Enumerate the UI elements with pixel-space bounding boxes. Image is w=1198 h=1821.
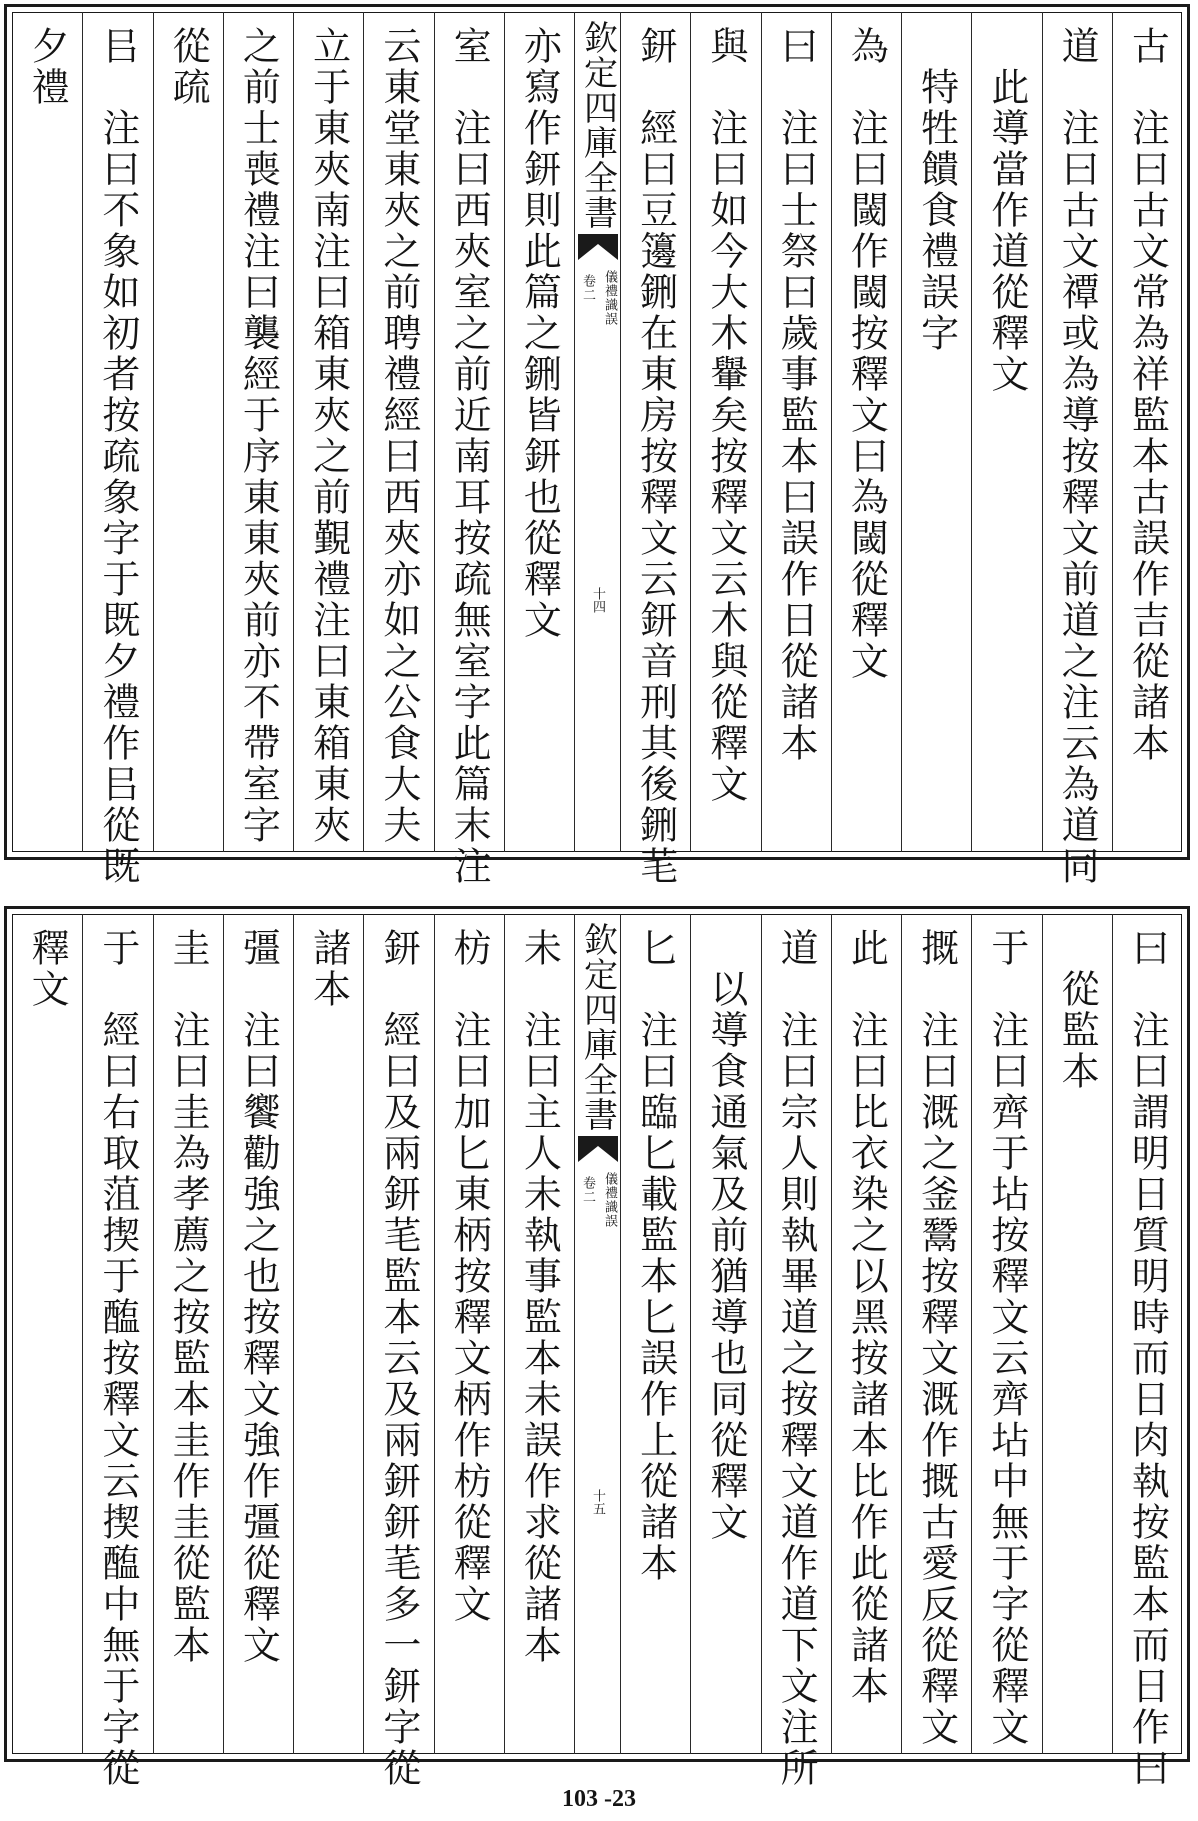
center-fold-strip bbox=[574, 914, 620, 1754]
column-text: 室 注曰西夾室之前近南耳按疏無室字此篇末注 bbox=[447, 26, 492, 887]
column-text: 諸本 bbox=[306, 928, 351, 1010]
text-column bbox=[761, 12, 831, 852]
column-text: 立于東夾南注曰箱東夾之前覲禮注曰東箱東夾 bbox=[306, 26, 351, 846]
column-text: 此 注曰比衣染之以黑按諸本比作此從諸本 bbox=[844, 928, 889, 1707]
text-column bbox=[620, 914, 690, 1754]
page-number: 103 -23 bbox=[562, 1786, 636, 1812]
column-text: 云東堂東夾之前聘禮經曰西夾亦如之公食大夫 bbox=[376, 26, 421, 846]
text-column bbox=[12, 12, 82, 852]
text-column bbox=[293, 914, 363, 1754]
text-column bbox=[971, 914, 1041, 1754]
column-text: 與 注曰如今大木轝矣按釋文云木與從釋文 bbox=[703, 26, 748, 805]
strip-volume: 卷二 bbox=[580, 274, 595, 302]
text-column bbox=[901, 914, 971, 1754]
text-column bbox=[1112, 914, 1182, 1789]
fishtail-mark-icon bbox=[578, 1136, 618, 1162]
upper-page bbox=[4, 4, 1190, 887]
column-text: 從監本 bbox=[1055, 928, 1100, 1092]
column-text: 為 注曰閾作閾按釋文曰為閾從釋文 bbox=[844, 26, 889, 682]
text-column bbox=[1042, 914, 1112, 1754]
text-column bbox=[971, 12, 1041, 852]
column-text: 于 注曰齊于坫按釋文云齊坫中無于字從釋文 bbox=[984, 928, 1029, 1748]
text-column bbox=[223, 914, 293, 1754]
column-text: 特牲饋食禮誤字 bbox=[914, 26, 959, 354]
strip-folio-number: 十五 bbox=[590, 1489, 605, 1515]
column-text: 彊 注曰饗勸強之也按釋文強作彊從釋文 bbox=[236, 928, 281, 1666]
column-text: 夕禮 bbox=[25, 26, 70, 108]
text-column bbox=[504, 12, 574, 852]
text-column bbox=[434, 914, 504, 1754]
text-column bbox=[1042, 12, 1112, 887]
column-text: 道 注曰宗人則執畢道之按釋文道作道下文注所 bbox=[774, 928, 819, 1789]
column-text: 之前士喪禮注曰襲經于序東東夾前亦不帶室字 bbox=[236, 26, 281, 846]
text-column bbox=[434, 12, 504, 887]
text-column bbox=[831, 914, 901, 1754]
column-text: 㠯 注曰不象如初者按疏象字于既夕禮作㠯從既 bbox=[95, 26, 140, 887]
text-column bbox=[690, 914, 760, 1754]
text-column bbox=[363, 12, 433, 852]
text-column bbox=[223, 12, 293, 852]
column-text: 鈃 經曰豆籩鉶在東房按釋文云鈃音刑其後鉶芼 bbox=[633, 26, 678, 887]
strip-folio-number: 十四 bbox=[590, 587, 605, 613]
center-fold-strip bbox=[574, 12, 620, 852]
text-column bbox=[504, 914, 574, 1754]
text-column bbox=[690, 12, 760, 852]
text-column bbox=[901, 12, 971, 852]
column-text: 圭 注曰圭為孝薦之按監本圭作圭從監本 bbox=[166, 928, 211, 1666]
column-text: 曰 注曰士祭曰歲事監本曰誤作日從諸本 bbox=[774, 26, 819, 764]
column-text: 亦寫作鈃則此篇之鉶皆鈃也從釋文 bbox=[517, 26, 562, 641]
text-column bbox=[761, 914, 831, 1789]
column-text: 以導食通氣及前猶導也同從釋文 bbox=[703, 928, 748, 1543]
fishtail-mark-icon bbox=[578, 234, 618, 260]
text-column bbox=[12, 914, 82, 1754]
strip-book-title: 儀禮識誤 bbox=[602, 1172, 617, 1228]
strip-volume: 卷二 bbox=[580, 1176, 595, 1204]
column-text: 摡 注曰溉之釜鬵按釋文溉作摡古愛反從釋文 bbox=[914, 928, 959, 1748]
text-column bbox=[831, 12, 901, 852]
column-text: 曰 注曰謂明日質明時而日肉執按監本而日作曰 bbox=[1125, 928, 1170, 1789]
column-text: 鈃 經曰及兩鈃芼監本云及兩鈃鈃芼多一鈃字從 bbox=[376, 928, 421, 1789]
column-text: 從疏 bbox=[166, 26, 211, 108]
strip-title: 欽定四庫全書 bbox=[577, 922, 618, 1132]
column-text: 匕 注曰臨匕載監本匕誤作上從諸本 bbox=[633, 928, 678, 1584]
column-text: 古 注曰古文常為祥監本古誤作吉從諸本 bbox=[1125, 26, 1170, 764]
lower-page bbox=[4, 906, 1190, 1789]
strip-title: 欽定四庫全書 bbox=[577, 20, 618, 230]
text-column bbox=[620, 12, 690, 887]
column-text: 于 經曰右取菹揳于醢按釋文云揳醢中無于字從 bbox=[95, 928, 140, 1789]
text-column bbox=[153, 12, 223, 852]
text-column bbox=[363, 914, 433, 1789]
column-text: 此導當作道從釋文 bbox=[984, 26, 1029, 395]
column-text: 未 注曰主人未執事監本未誤作求從諸本 bbox=[517, 928, 562, 1666]
column-text: 枋 注曰加匕東柄按釋文柄作枋從釋文 bbox=[447, 928, 492, 1625]
text-column bbox=[82, 914, 152, 1789]
column-text: 道 注曰古文禫或為導按釋文前道之注云為道同 bbox=[1055, 26, 1100, 887]
text-column bbox=[82, 12, 152, 887]
text-column bbox=[293, 12, 363, 852]
strip-book-title: 儀禮識誤 bbox=[602, 270, 617, 326]
text-column bbox=[153, 914, 223, 1754]
column-text: 釋文 bbox=[25, 928, 70, 1010]
text-column bbox=[1112, 12, 1182, 852]
